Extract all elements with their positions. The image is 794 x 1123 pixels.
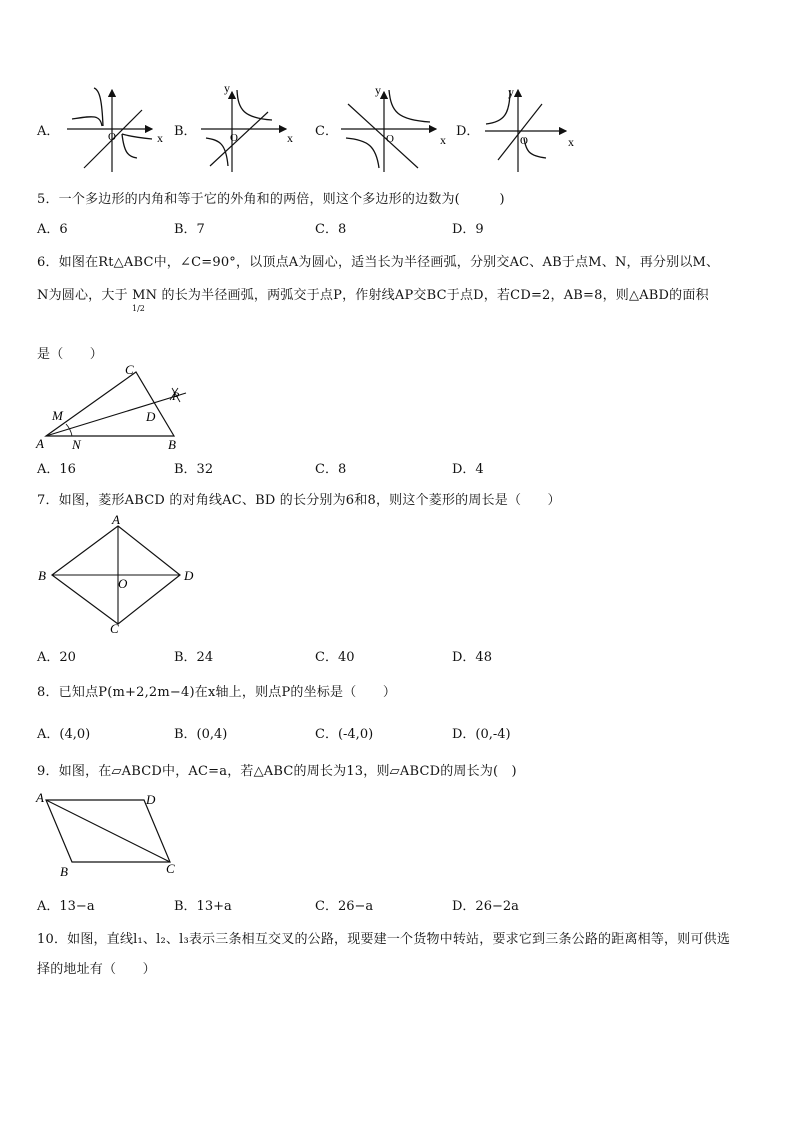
q8-text: 8．已知点P(m+2,2m−4)在x轴上，则点P的坐标是（ ） bbox=[37, 685, 397, 700]
q10-line2: 择的地址有（ ） bbox=[37, 962, 156, 977]
q4-graph-b bbox=[196, 82, 306, 174]
q9-parallelogram-figure bbox=[34, 788, 194, 878]
q4-graph-a bbox=[62, 82, 172, 174]
q4c-y-label: y bbox=[375, 83, 381, 97]
q8-option-d[interactable]: D．(0,-4) bbox=[452, 727, 511, 742]
q9-option-d[interactable]: D．26−2a bbox=[452, 899, 519, 914]
q9-option-c[interactable]: C．26−a bbox=[315, 899, 374, 914]
q6-option-c[interactable]: C．8 bbox=[315, 462, 347, 477]
q5-option-d[interactable]: D．9 bbox=[452, 222, 484, 237]
q4b-origin: O bbox=[230, 132, 238, 144]
q7-rhombus-figure bbox=[34, 512, 204, 636]
q6-label-b: B bbox=[168, 437, 176, 452]
q4d-origin: O bbox=[520, 135, 528, 147]
q9-option-a[interactable]: A．13−a bbox=[37, 899, 95, 914]
q9-label-c: C bbox=[166, 861, 175, 876]
q9-label-a: A bbox=[36, 790, 44, 805]
q4c-origin: O bbox=[386, 133, 394, 145]
q7-label-d: D bbox=[184, 568, 194, 583]
q5-option-b[interactable]: B．7 bbox=[174, 222, 205, 237]
q9-label-d: D bbox=[146, 792, 156, 807]
q4-graph-d bbox=[480, 82, 580, 174]
q6-label-p: P bbox=[172, 389, 180, 403]
q6-line1: 6．如图在Rt△ABC中，∠C=90°，以顶点A为圆心，适当长为半径画弧，分别交AC、AB于点M、N，再分别以M、 bbox=[37, 255, 720, 270]
q7-text: 7．如图，菱形ABCD 的对角线AC、BD 的长分别为6和8，则这个菱形的周长是（ ） bbox=[37, 493, 561, 508]
q6-option-d[interactable]: D．4 bbox=[452, 462, 484, 477]
q8-option-b[interactable]: B．(0,4) bbox=[174, 727, 228, 742]
q6-line3: 是（ ） bbox=[37, 347, 104, 362]
q7-option-d[interactable]: D．48 bbox=[452, 650, 492, 665]
q4-option-d-label[interactable]: D． bbox=[456, 124, 480, 139]
q4-option-a-label[interactable]: A． bbox=[37, 124, 60, 139]
q7-label-o: O bbox=[118, 576, 128, 591]
q6-label-c: C bbox=[125, 362, 134, 377]
q6-line2: N为圆心，大于 MN 的长为半径画弧，两弧交于点P，作射线AP交BC于点D，若CD=2，AB=8，则△ABD的面积 bbox=[37, 288, 709, 303]
q5-option-c[interactable]: C．8 bbox=[315, 222, 347, 237]
q7-option-a[interactable]: A．20 bbox=[37, 650, 76, 665]
q6-option-a[interactable]: A．16 bbox=[37, 462, 76, 477]
q8-option-a[interactable]: A．(4,0) bbox=[37, 727, 91, 742]
q7-label-b: B bbox=[38, 568, 46, 583]
q5-option-a[interactable]: A．6 bbox=[37, 222, 68, 237]
q4-graph-c bbox=[336, 82, 451, 174]
q6-label-m: M bbox=[52, 408, 63, 423]
q5-text: 5．一个多边形的内角和等于它的外角和的两倍，则这个多边形的边数为( ) bbox=[37, 192, 505, 207]
q7-option-b[interactable]: B．24 bbox=[174, 650, 214, 665]
q7-option-c[interactable]: C．40 bbox=[315, 650, 355, 665]
q6-option-b[interactable]: B．32 bbox=[174, 462, 214, 477]
q6-label-d: D bbox=[146, 409, 156, 424]
q4d-y-label: y bbox=[508, 85, 514, 99]
q9-label-b: B bbox=[60, 864, 68, 878]
q4a-x-label: x bbox=[157, 131, 163, 145]
q6-triangle-figure bbox=[30, 362, 200, 458]
q9-text: 9．如图，在▱ABCD中，AC=a，若△ABC的周长为13，则▱ABCD的周长为( ) bbox=[37, 764, 517, 779]
q4b-x-label: x bbox=[287, 131, 293, 145]
q6-label-a: A bbox=[36, 436, 44, 451]
q4a-origin: O bbox=[108, 131, 116, 143]
q4-option-c-label[interactable]: C． bbox=[315, 124, 338, 139]
q7-label-a: A bbox=[112, 512, 120, 527]
q6-half-fraction: 1/2 bbox=[132, 304, 145, 313]
q8-option-c[interactable]: C．(-4,0) bbox=[315, 727, 374, 742]
q4b-y-label: y bbox=[224, 82, 230, 95]
q9-option-b[interactable]: B．13+a bbox=[174, 899, 232, 914]
q6-label-n: N bbox=[72, 437, 81, 452]
q10-line1: 10．如图，直线l₁、l₂、l₃表示三条相互交叉的公路，现要建一个货物中转站，要求它到三条公路的距离相等，则可供选 bbox=[37, 932, 731, 947]
q4c-x-label: x bbox=[440, 133, 446, 147]
q7-label-c: C bbox=[110, 621, 119, 636]
q4d-x-label: x bbox=[568, 135, 574, 149]
q4-option-b-label[interactable]: B． bbox=[174, 124, 197, 139]
